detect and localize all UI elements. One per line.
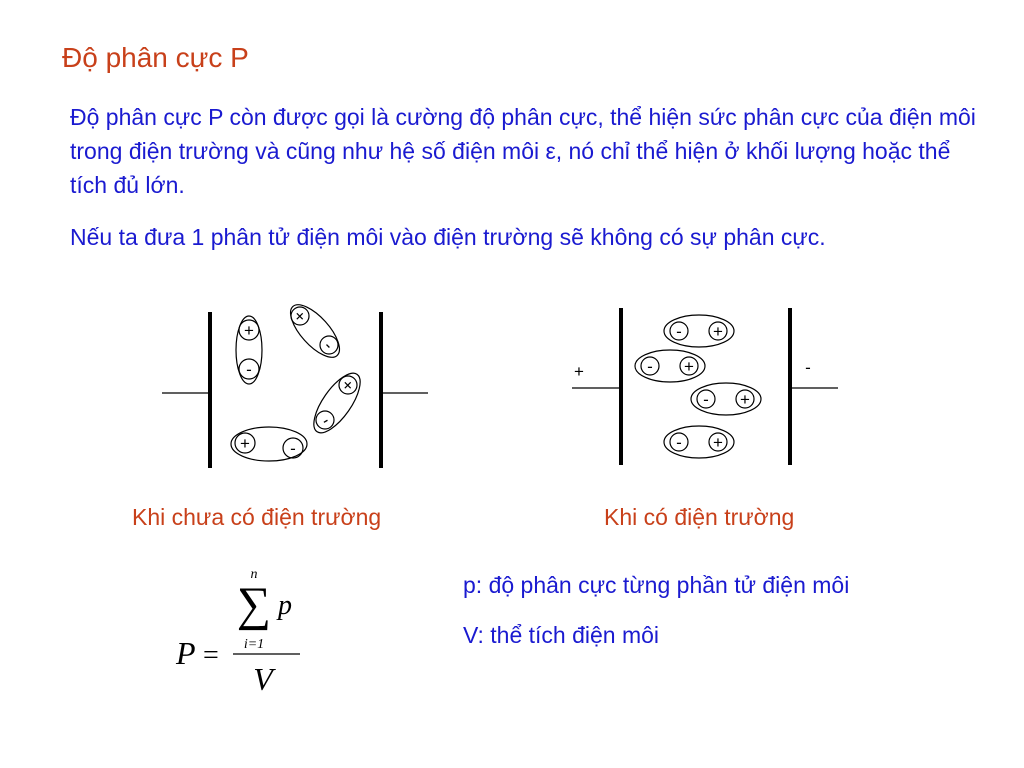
minus-sign: - xyxy=(318,410,333,431)
sum-lower-limit: i=1 xyxy=(243,637,265,652)
minus-sign: - xyxy=(676,322,682,341)
plus-sign: + xyxy=(244,321,254,340)
formula-summand: p xyxy=(278,590,292,621)
plus-sign: + xyxy=(289,306,310,327)
summation-symbol: ∑ xyxy=(236,578,272,631)
paragraph-definition: Độ phân cực P còn được gọi là cường độ phân cực, thể hiện sức phân cực của điện môi trong điện trường và cũng như hệ số điện môi ε, nó chỉ thể hiện ở khối lượng hoặc thể tích đủ lớn. xyxy=(70,104,976,198)
sum-upper-limit: n xyxy=(250,567,258,582)
plus-sign: + xyxy=(740,390,750,409)
plus-sign: + xyxy=(713,322,723,341)
slide-title: Độ phân cực P xyxy=(62,42,249,73)
minus-sign: - xyxy=(319,336,338,355)
plus-sign: + xyxy=(337,375,358,396)
minus-sign: - xyxy=(647,357,653,376)
plus-sign: + xyxy=(684,357,694,376)
formula-lhs: P xyxy=(176,635,196,671)
minus-sign: - xyxy=(246,360,252,379)
definition-p: p: độ phân cực từng phần tử điện môi xyxy=(463,572,850,598)
minus-sign: - xyxy=(290,439,296,458)
caption-without-field: Khi chưa có điện trường xyxy=(132,504,382,530)
formula-equals: = xyxy=(203,640,219,671)
definition-v: V: thể tích điện môi xyxy=(463,622,660,648)
plus-sign: + xyxy=(713,433,723,452)
caption-with-field: Khi có điện trường xyxy=(604,504,795,530)
paragraph-no-polarization: Nếu ta đưa 1 phân tử điện môi vào điện trường sẽ không có sự phân cực. xyxy=(70,224,826,250)
plate-positive-label: + xyxy=(574,362,584,381)
minus-sign: - xyxy=(676,433,682,452)
plate-negative-label: - xyxy=(805,358,811,377)
plus-sign: + xyxy=(240,434,250,453)
formula-denominator: V xyxy=(253,661,273,697)
minus-sign: - xyxy=(703,390,709,409)
